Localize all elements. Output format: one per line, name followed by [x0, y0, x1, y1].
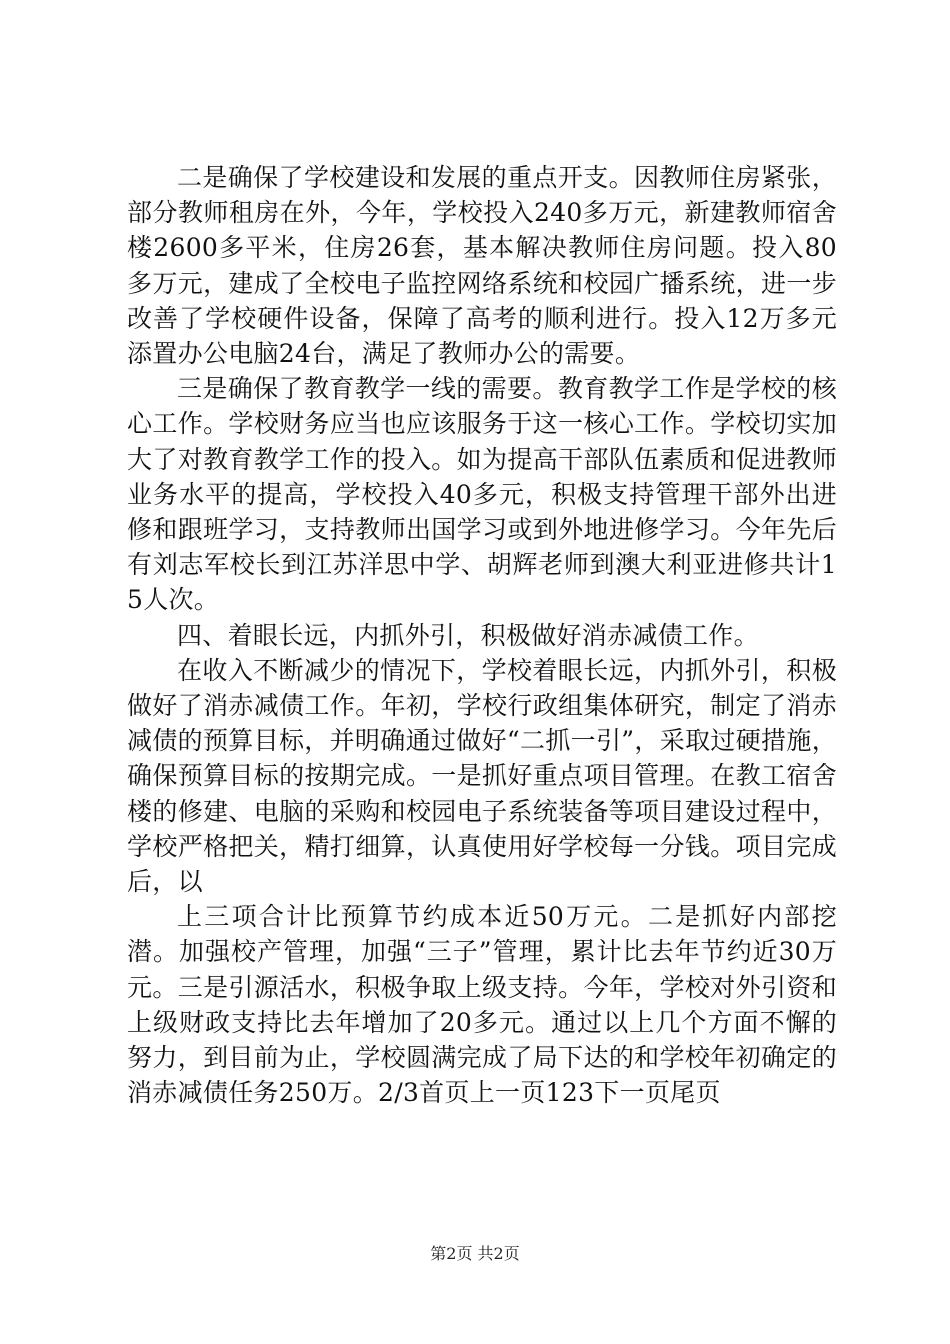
page-footer: 第2页 共2页: [430, 1244, 520, 1263]
document-body: [127, 160, 837, 1110]
paragraph-3: 四、着眼长远，内抓外引，积极做好消赤减债工作。: [177, 620, 759, 650]
paragraph-1: 二是确保了学校建设和发展的重点开支。因教师住房紧张，部分教师租房在外，今年，学校投入240多万元，新建教师宿舍楼2600多平米，住房26套，基本解决教师住房问题。投入80多万元，建成了全校电子监控网络系统和校园广播系统，进一步改善了学校硬件设备，保障了高考的顺利进行。投入12万多元添置办公电脑24台，满足了教师办公的需要。: [127, 163, 837, 369]
paragraph-2: 三是确保了教育教学一线的需要。教育教学工作是学校的核心工作。学校财务应当也应该服务于这一核心工作。学校切实加大了对教育教学工作的投入。如为提高干部队伍素质和促进教师业务水平的提高，学校投入40多元，积极支持管理干部外出进修和跟班学习，支持教师出国学习或到外地进修学习。今年先后有刘志军校长到江苏洋思中学、胡辉老师到澳大利亚进修共计15人次。: [127, 374, 837, 615]
paragraph-5: 上三项合计比预算节约成本近50万元。二是抓好内部挖潜。加强校产管理，加强“三子”管理，累计比去年节约近30万元。三是引源活水，积极争取上级支持。今年，学校对外引资和上级财政支持比去年增加了20多元。通过以上几个方面不懈的努力，到目前为止，学校圆满完成了局下达的和学校年初确定的消赤减债任务250万。2/3首页上一页123下一页尾页: [127, 902, 837, 1108]
paragraph-4: 在收入不断减少的情况下，学校着眼长远，内抓外引，积极做好了消赤减债工作。年初，学校行政组集体研究，制定了消赤减债的预算目标，并明确通过做好“二抓一引”，采取过硬措施，确保预算目标的按期完成。一是抓好重点项目管理。在教工宿舍楼的修建、电脑的采购和校园电子系统装备等项目建设过程中，学校严格把关，精打细算，认真使用好学校每一分钱。项目完成后，以: [127, 655, 837, 897]
